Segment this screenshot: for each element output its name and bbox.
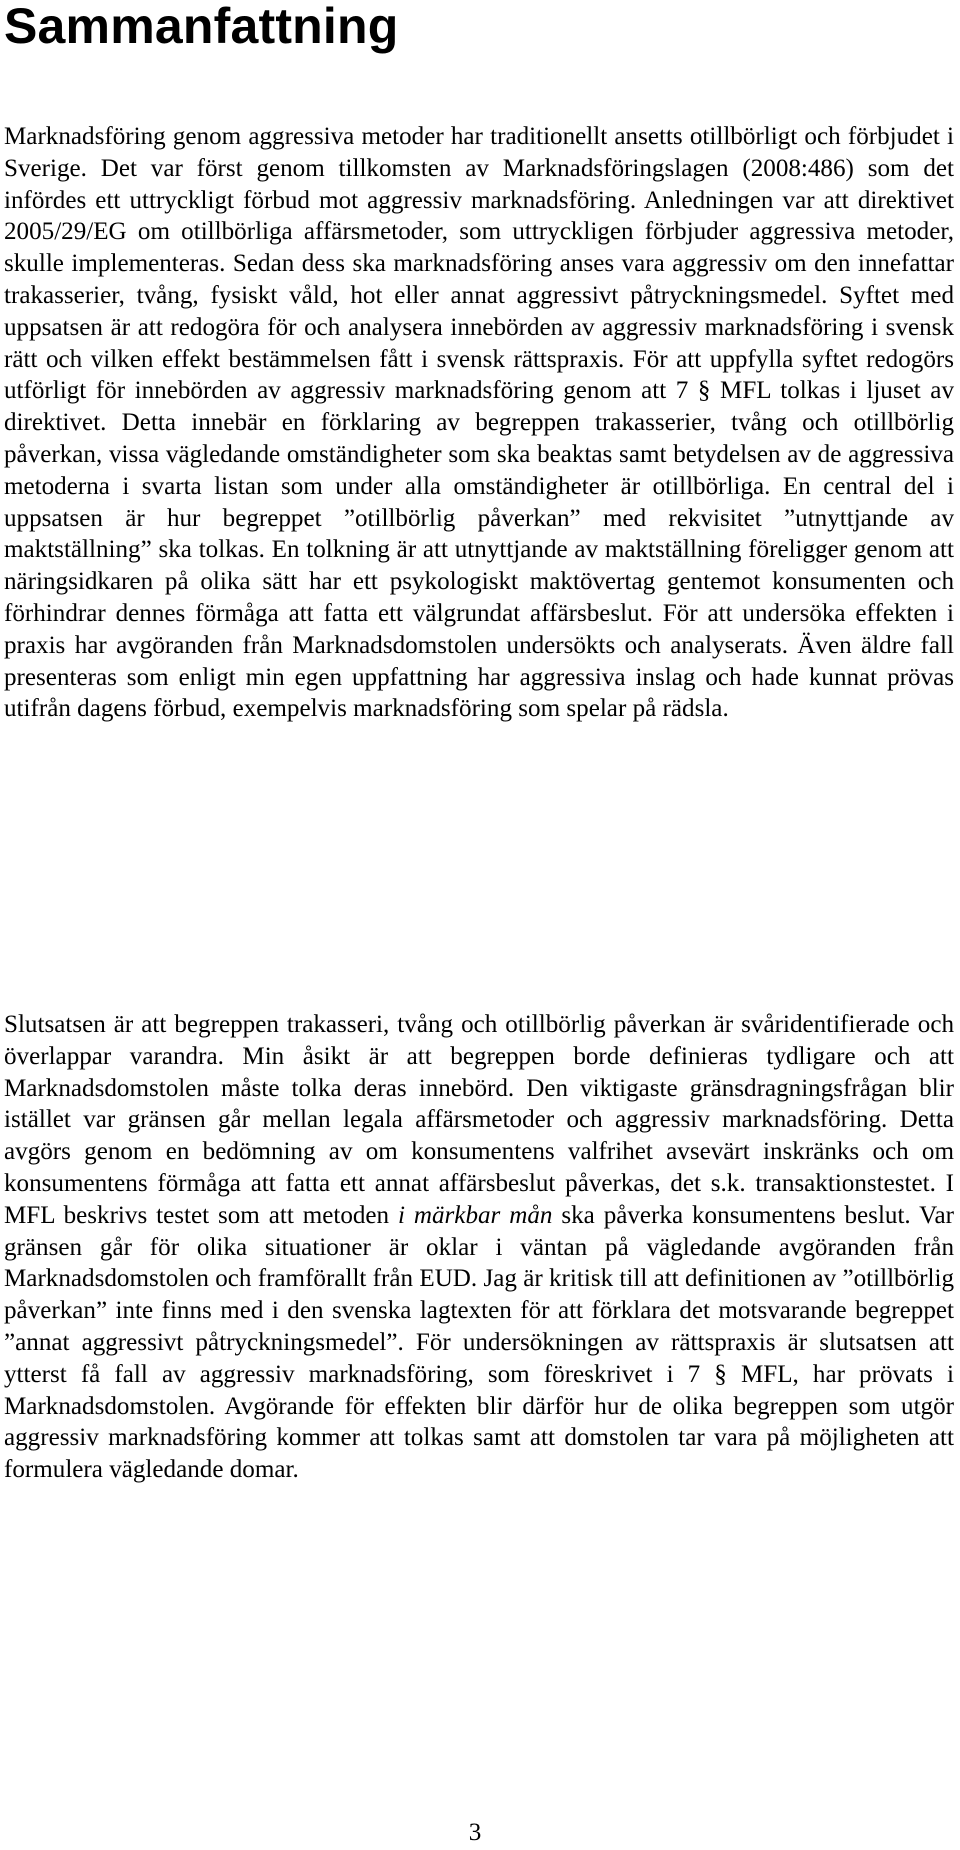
summary-paragraph-2 — [4, 1009, 954, 1486]
summary-paragraph-1: Marknadsföring genom aggressiva metoder har traditionellt ansetts otillbörligt och förbjudet i Sverige. Det var först genom tillkomsten av Marknadsföringslagen (2008:486) som det infördes ett uttryckligt förbud mot aggressiv marknadsföring. Anledningen var att direktivet 2005/29/EG om otillbörliga affärsmetoder, som uttryckligen förbjuder aggressiva metoder, skulle implementeras. Sedan dess ska marknadsföring anses vara aggressiv om den innefattar trakasserier, tvång, fysiskt våld, hot eller annat aggressivt påtryckningsmedel. Syftet med uppsatsen är att redogöra för och analysera innebörden av aggressiv marknadsföring i svensk rätt och vilken effekt bestämmelsen fått i svensk rättspraxis. För att uppfylla syftet redogörs utförligt för innebörden av aggressiv marknadsföring genom att 7 § MFL tolkas i ljuset av direktivet. Detta innebär en förklaring av begreppen trakasserier, tvång och otillbörlig påverkan, vissa vägledande omständigheter som ska beaktas samt betydelsen av de aggressiva metoderna i svarta listan som under alla omständigheter är otillbörliga. En central del i uppsatsen är hur begreppet ”otillbörlig påverkan” med rekvisitet ”utnyttjande av maktställning” ska tolkas. En tolkning är att utnyttjande av maktställning föreligger genom att näringsidkaren på olika sätt har ett psykologiskt maktövertag gentemot konsumenten och förhindrar dennes förmåga att fatta ett välgrundat affärsbeslut. För att undersöka effekten i praxis har avgöranden från Marknadsdomstolen undersökts och analyserats. Även äldre fall presenteras som enligt min egen uppfattning har aggressiva inslag och hade kunnat prövas utifrån dagens förbud, exempelvis marknadsföring som spelar på rädsla. — [4, 123, 954, 723]
page-title: Sammanfattning — [4, 0, 399, 54]
summary-paragraph-2-text-start: Slutsatsen är att begreppen trakasseri, tvång och otillbörlig påverkan är svåridentifierade och överlappar varandra. Min åsikt är att begreppen borde definieras tydligare och att Marknadsdomstolen måste tolka deras innebörd. Den viktigaste gränsdragningsfrågan blir istället var gränsen går mellan legala affärsmetoder och aggressiv marknadsföring. Detta avgörs genom en bedömning av om konsumentens valfrihet avsevärt inskränks och om konsumentens förmåga att fatta ett annat affärsbeslut påverkas, det s.k. transaktionstestet. I MFL beskrivs testet som att metoden — [4, 1011, 954, 1229]
emphasized-phrase: i märkbar mån — [398, 1201, 553, 1229]
page-number: 3 — [468, 1819, 482, 1846]
summary-paragraph-2-text-end: ska påverka konsumentens beslut. Var gränsen går för olika situationer är oklar i väntan på vägledande avgöranden från Marknadsdomstolen och framförallt från EUD. Jag är kritisk till att definitionen av ”otillbörlig påverkan” inte finns med i den svenska lagtexten för att förklara det motsvarande begreppet ”annat aggressivt påtryckningsmedel”. För undersökningen av rättspraxis är slutsatsen att ytterst få fall av aggressiv marknadsföring, som föreskrivet i 7 § MFL, har prövats i Marknadsdomstolen. Avgörande för effekten blir därför hur de olika begreppen som utgör aggressiv marknadsföring kommer att tolkas samt att domstolen tar vara på möjligheten att formulera vägledande domar. — [4, 1201, 954, 1484]
